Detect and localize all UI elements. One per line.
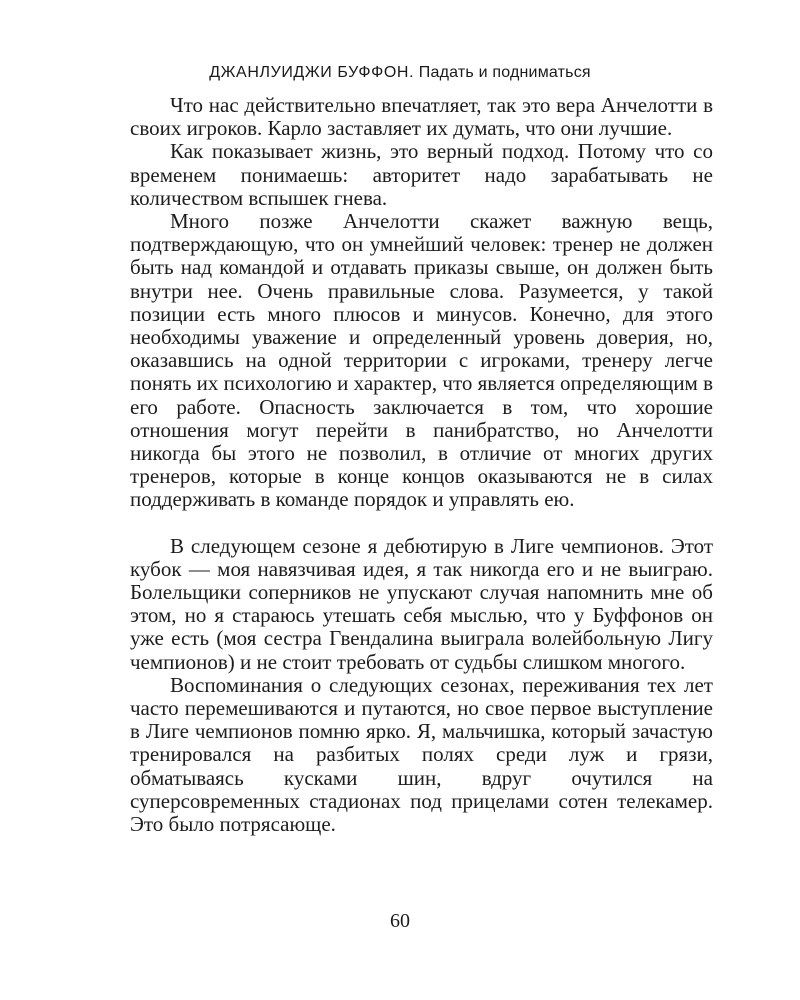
section-break (130, 512, 713, 535)
body-text (130, 94, 713, 836)
paragraph: В следующем сезоне я дебютирую в Лиге чемпионов. Этот кубок — моя навязчивая идея, я так никогда его и не выиграю. Болельщики соперников не упускают случая напомнить мне об этом, но я стараюсь утешать себя мыслью, что у Буффонов он уже есть (моя сестра Гвендалина выиграла волейбольную Лигу чемпионов) и не стоит требовать от судьбы слишком многого. (130, 533, 713, 674)
paragraph: Много позже Анчелотти скажет важную вещь, подтверждающую, что он умнейший человек: тренер не должен быть над командой и отдавать приказы свыше, он должен быть внутри нее. Очень правильные слова. Разумеется, у такой позиции есть много плюсов и минусов. Конечно, для этого необходимы уважение и определенный уровень доверия, но, оказавшись на одной территории с игроками, тренеру легче понять их психологию и характер, что является определяющим в его работе. Опасность заключается в том, что хорошие отношения могут перейти в панибратство, но Анчелотти никогда бы этого не позволил, в отличие от многих других тренеров, которые в конце концов оказываются не в силах поддерживать в команде порядок и управлять ею. (130, 209, 714, 512)
paragraph: Что нас действительно впечатляет, так это вера Анчелотти в своих игроков. Карло заставляет их думать, что они лучшие. (130, 93, 713, 141)
header-title: Падать и подниматься (418, 64, 591, 81)
paragraph: Воспоминания о следующих сезонах, переживания тех лет часто перемешиваются и путаются, но свое первое выступление в Лиге чемпионов помню ярко. Я, мальчишка, который зачастую тренировался на разбитых полях среди луж и грязи, обматываясь кусками шин, вдруг очутился на суперсовременных стадионах под прицелами сотен телекамер. Это было потрясающе. (130, 672, 713, 837)
running-header (0, 64, 800, 82)
header-author: ДЖАНЛУИДЖИ БУФФОН. (209, 64, 415, 81)
paragraph: Как показывает жизнь, это верный подход. Потому что со временем понимаешь: авторитет надо зарабатывать не количеством вспышек гнева. (130, 139, 713, 210)
page-number: 60 (390, 910, 410, 932)
